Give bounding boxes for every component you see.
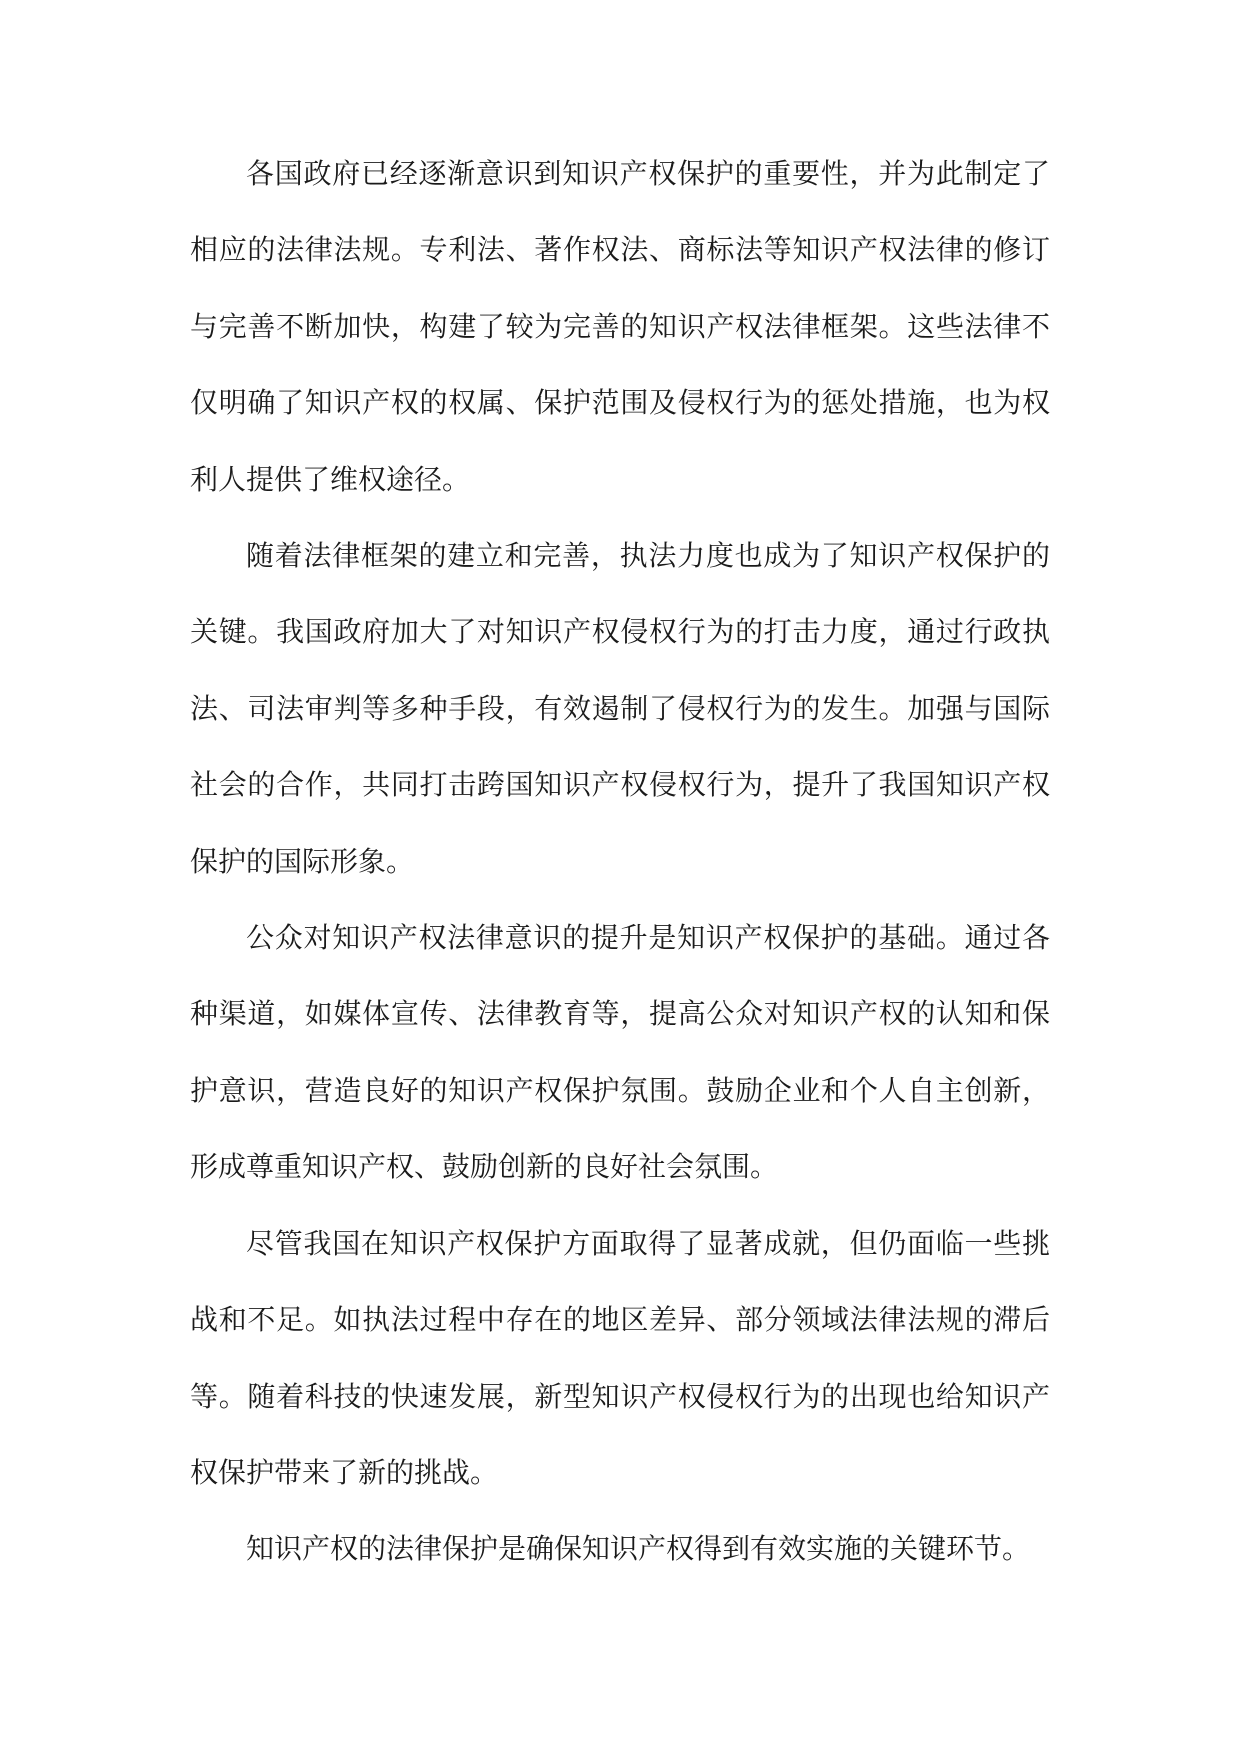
- paragraph-challenges: 尽管我国在知识产权保护方面取得了显著成就，但仍面临一些挑战和不足。如执法过程中存在的地区差异、部分领域法律法规的滞后等。随着科技的快速发展，新型知识产权侵权行为的出现也给知识产权保护带来了新的挑战。: [190, 1226, 1050, 1489]
- paragraph-public-awareness: 公众对知识产权法律意识的提升是知识产权保护的基础。通过各种渠道，如媒体宣传、法律教育等，提高公众对知识产权的认知和保护意识，营造良好的知识产权保护氛围。鼓励企业和个人自主创新，形成尊重知识产权、鼓励创新的良好社会氛围。: [190, 921, 1050, 1184]
- paragraph-legal-framework: 各国政府已经逐渐意识到知识产权保护的重要性，并为此制定了相应的法律法规。专利法、著作权法、商标法等知识产权法律的修订与完善不断加快，构建了较为完善的知识产权法律框架。这些法律不仅明确了知识产权的权属、保护范围及侵权行为的惩处措施，也为权利人提供了维权途径。: [190, 157, 1050, 496]
- paragraph-enforcement: 随着法律框架的建立和完善，执法力度也成为了知识产权保护的关键。我国政府加大了对知识产权侵权行为的打击力度，通过行政执法、司法审判等多种手段，有效遏制了侵权行为的发生。加强与国际社会的合作，共同打击跨国知识产权侵权行为，提升了我国知识产权保护的国际形象。: [190, 539, 1050, 878]
- document-body: [190, 136, 1050, 1588]
- paragraph-legal-protection: 知识产权的法律保护是确保知识产权得到有效实施的关键环节。: [246, 1532, 1031, 1566]
